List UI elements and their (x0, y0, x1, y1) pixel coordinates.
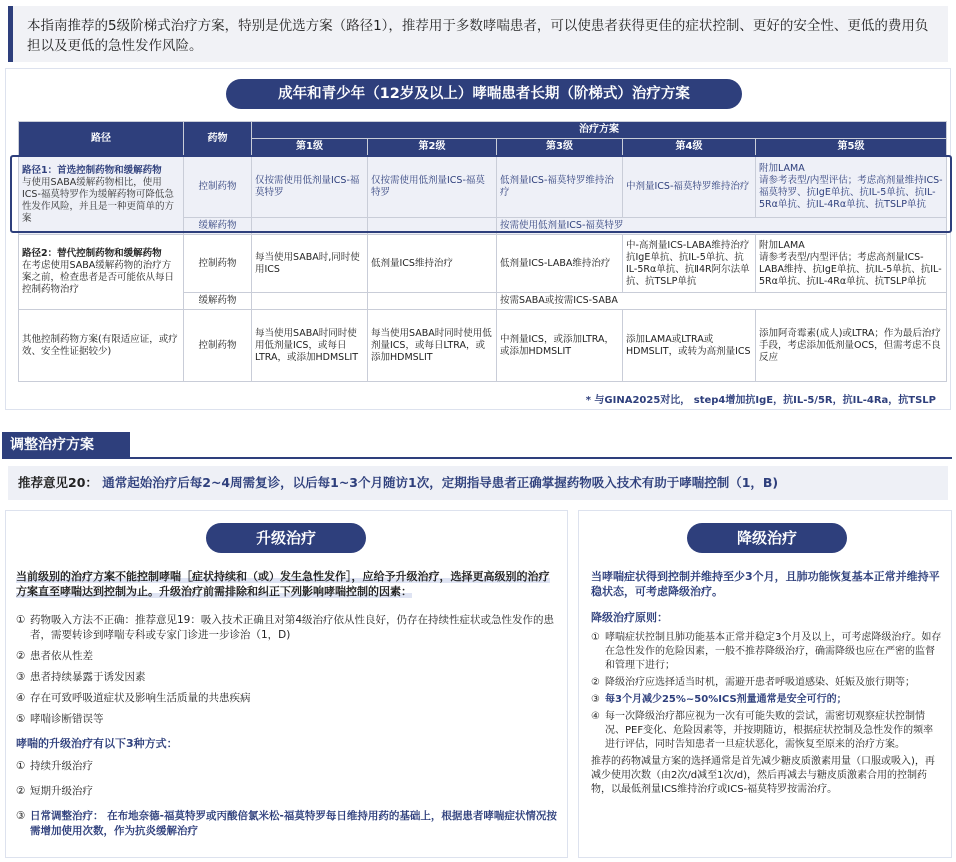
path2-l3: 低剂量ICS-LABA维持治疗 (497, 235, 623, 293)
path2-l1: 每当使用SABA时,同时使用ICS (252, 235, 368, 293)
adjust-section-title: 调整治疗方案 (2, 432, 130, 458)
header-path: 路径 (19, 122, 184, 156)
path2-label: 路径2：替代控制药物和缓解药物 (22, 248, 162, 259)
step-up-ways-title: 哮喘的升级治疗有以下3种方式： (16, 737, 178, 750)
path2-l2: 低剂量ICS维持治疗 (368, 235, 497, 293)
other-l3: 中剂量ICS，或添加LTRA，或添加HDMSLIT (497, 310, 623, 382)
list-item: ② 降级治疗应选择适当时机，需避开患者呼吸道感染、妊娠及旅行期等； (591, 677, 915, 688)
step-up-ways (16, 759, 561, 845)
path1-ctrl: 控制药物 (184, 156, 252, 218)
list-item: ② 短期升级治疗 (16, 785, 93, 797)
list-item: ③ 日常调整治疗： 在布地奈德-福莫特罗或丙酸倍氯米松-福莫特罗每日维持用药的基础上，根据患者哮喘症状情况按需增加使用次数，作为抗炎缓解治疗 (16, 810, 557, 837)
step-up-title: 升级治疗 (206, 523, 366, 553)
list-item: ② 患者依从性差 (16, 650, 93, 662)
other-label: 其他控制药物方案(有限适应证，或疗效、安全性证据较少) (19, 310, 184, 382)
path1-l2: 仅按需使用低剂量ICS-福莫特罗 (368, 156, 497, 218)
reco-text: 通常起始治疗后每2~4周需复诊，以后每1~3个月随访1次，定期指导患者正确掌握药物吸入技术有助于哮喘控制（1，B) (102, 475, 779, 490)
path2-ctrl: 控制药物 (184, 235, 252, 293)
list-item: ① 持续升级治疗 (16, 760, 93, 772)
step-down-title: 降级治疗 (687, 523, 847, 553)
path2-relief: 缓解药物 (184, 293, 252, 310)
path1-l4: 中剂量ICS-福莫特罗维持治疗 (623, 156, 756, 218)
step-down-tail: 推荐的药物减量方案的选择通常是首先减少糖皮质激素用量（口服或吸入)，再减少使用次数（由2次/d减至1次/d)，然后再减去与糖皮质激素合用的控制药物，以最低剂量ICS维持治疗或ICS-福莫特罗按需治疗。 (591, 756, 935, 795)
path1-l3: 低剂量ICS-福莫特罗维持治疗 (497, 156, 623, 218)
header-level-2: 第2级 (368, 139, 497, 156)
step-up-panel (5, 510, 568, 858)
path1-l5-body: 请参考表型/内型评估；考虑高剂量维持ICS-福莫特罗、抗IgE单抗、抗IL-5单抗、抗IL-5Rα单抗、抗IL-4Rα单抗、抗TSLP单抗 (759, 174, 943, 210)
path1-l5-head: 附加LAMA (759, 162, 805, 174)
list-item: ③ 每3个月减少25%~50%ICS剂量通常是安全可行的； (591, 694, 847, 705)
recommendation-20 (8, 466, 948, 500)
list-item: ④ 每一次降级治疗都应视为一次有可能失败的尝试，需密切观察症状控制情况、PEF变化、危险因素等，并按期随访，根据症状控制及急性发作的频率进行评估，同时告知患者一旦症状恶化，需恢复至原来的治疗方案。 (591, 711, 934, 750)
header-level-4: 第4级 (623, 139, 756, 156)
list-item: ③ 患者持续暴露于诱发因素 (16, 671, 146, 683)
reco-label: 推荐意见20： (18, 475, 98, 490)
path1-desc: 与使用SABA缓解药物相比，使用ICS-福莫特罗作为缓解药物可降低急性发作风险，并且是一种更简单的方案 (22, 177, 175, 224)
path1-l5 (756, 156, 947, 218)
path1-cell (19, 156, 184, 235)
other-l4: 添加LAMA或LTRA或HDMSLIT，或转为高剂量ICS (623, 310, 756, 382)
path1-l1: 仅按需使用低剂量ICS-福莫特罗 (252, 156, 368, 218)
list-item: ⑤ 哮喘诊断错误等 (16, 713, 104, 725)
path2-relief-cell: 按需SABA或按需ICS-SABA (497, 293, 947, 310)
step-up-factors (16, 613, 561, 733)
header-level-1: 第1级 (252, 139, 368, 156)
header-scheme: 治疗方案 (252, 122, 947, 139)
path1-relief-cell: 按需使用低剂量ICS-福莫特罗 (497, 218, 947, 235)
path2-l4: 中-高剂量ICS-LABA维持治疗 抗IgE单抗、抗IL-5单抗、抗IL-5Rα单抗、抗Ⅱ4R阿尔法单抗、抗TSLP单抗 (623, 235, 756, 293)
path2-l5-head: 附加LAMA (759, 239, 805, 251)
path2-desc: 在考虑使用SABA缓解药物的治疗方案之前，检查患者是否可能依从每日控制药物治疗 (22, 260, 175, 295)
step-down-lead: 当哮喘症状得到控制并维持至少3个月，且肺功能恢复基本正常并维持平稳状态，可考虑降级治疗。 (591, 570, 940, 598)
header-drug: 药物 (184, 122, 252, 156)
list-item: ① 药物吸入方法不正确：推荐意见19：吸入技术正确且对第4级治疗依从性良好，仍存在持续性症状或急性发作的患者，需要转诊到哮喘专科或专家门诊进一步诊治（1，D) (16, 614, 555, 641)
plan-title: 成年和青少年（12岁及以上）哮喘患者长期（阶梯式）治疗方案 (226, 79, 742, 109)
path2-l5-body: 请参考表型/内型评估；考虑高剂量ICS-LABA维持、抗IgE单抗、抗IL-5单抗、抗IL-5Rα单抗、抗IL-4Rα单抗、抗TSLP单抗 (759, 251, 942, 287)
other-l1: 每当使用SABA时同时使用低剂量ICS，或每日LTRA，或添加HDMSLIT (252, 310, 368, 382)
treatment-plan-panel (5, 68, 951, 410)
step-down-principles (591, 631, 943, 797)
plan-footnote: * 与GINA2025对比， step4增加抗IgE，抗IL-5/5R，抗IL-4Ra，抗TSLP (585, 395, 936, 406)
other-ctrl: 控制药物 (184, 310, 252, 382)
header-level-3: 第3级 (497, 139, 623, 156)
other-l5: 添加阿奇霉素(成人)或LTRA；作为最后治疗手段，考虑添加低剂量OCS，但需考虑不良反应 (756, 310, 947, 382)
intro-text: 本指南推荐的5级阶梯式治疗方案，特别是优选方案（路径1），推荐用于多数哮喘患者，可以使患者获得更佳的症状控制、更好的安全性、更低的费用负担以及更低的急性发作风险。 (8, 6, 948, 62)
header-level-5: 第5级 (756, 139, 947, 156)
list-item: ① 哮喘症状控制且肺功能基本正常并稳定3个月及以上，可考虑降级治疗。如存在急性发作的危险因素，一般不推荐降级治疗，确需降级也应在严密的监督和管理下进行； (591, 632, 942, 671)
adjust-divider (2, 457, 952, 459)
path1-relief: 缓解药物 (184, 218, 252, 235)
list-item: ④ 存在可致呼吸道症状及影响生活质量的共患疾病 (16, 692, 251, 704)
step-down-panel (578, 510, 952, 858)
path2-l5 (756, 235, 947, 293)
step-up-lead: 当前级别的治疗方案不能控制哮喘［症状持续和（或）发生急性发作］，应给予升级治疗，选择更高级别的治疗方案直至哮喘达到控制为止。升级治疗前需排除和纠正下列影响哮喘控制的因素： (16, 570, 550, 598)
path1-label: 路径1：首选控制药物和缓解药物 (22, 165, 162, 176)
step-down-principle-title: 降级治疗原则： (591, 611, 668, 624)
path2-cell (19, 235, 184, 310)
treatment-plan-table (18, 121, 947, 382)
other-l2: 每当使用SABA时同时使用低剂量ICS，或每日LTRA，或添加HDMSLIT (368, 310, 497, 382)
